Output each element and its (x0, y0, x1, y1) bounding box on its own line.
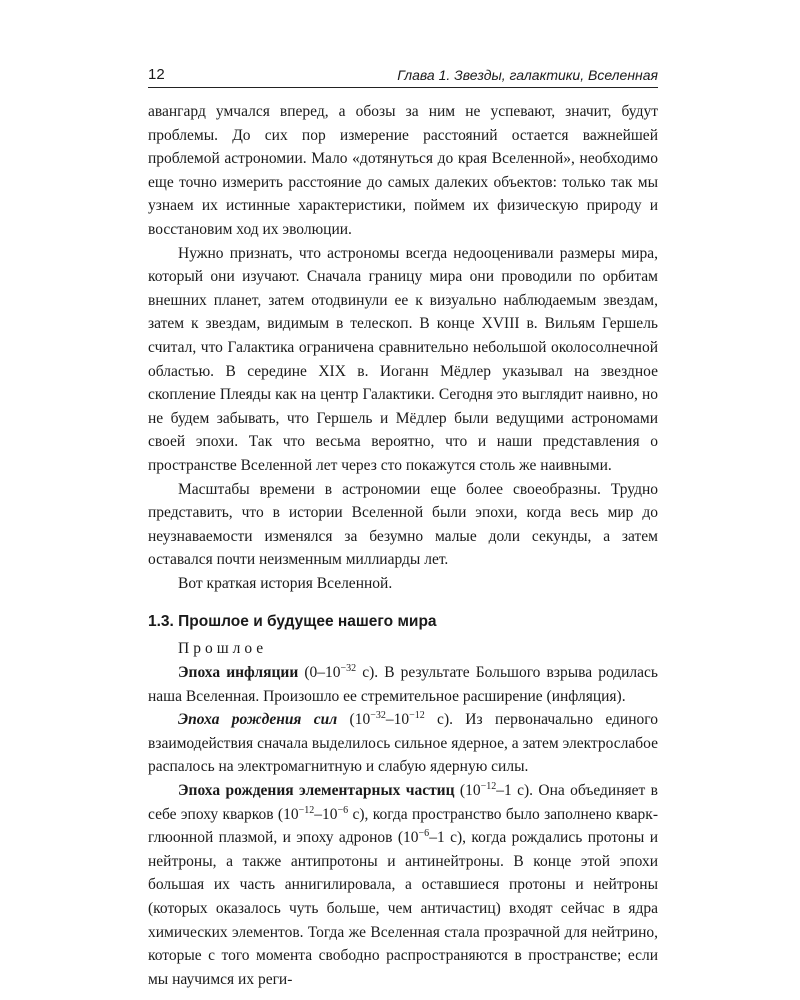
page-body (148, 100, 658, 991)
paragraph-scale-of-world: Нужно признать, что астрономы всегда недооценивали размеры мира, который они изучают. Сначала границу мира они проводили по орбитам внешних планет, затем отодвинули ее к визуально наблюдаемым звездам, затем к звездам, видимым в телескоп. В конце XVIII в. Вильям Гершель считал, что Галактика ограничена сравнительно небольшой околосолнечной областью. В середине XIX в. Иоганн Мёдлер указывал на звездное скопление Плеяды как на центр Галактики. Сегодня это выглядит наивно, но не будем забывать, что Гершель и Мёдлер были ведущими астрономами своей эпохи. Так что весьма вероятно, что и наши представления о пространстве Вселенной лет через сто покажутся столь же наивными. (148, 244, 658, 474)
exponent: −6 (418, 828, 430, 840)
exponent: −12 (298, 804, 315, 816)
subsection-heading: Прошлое (178, 640, 268, 658)
page-number: 12 (148, 66, 165, 83)
epoch-range: –1 с). (496, 782, 534, 800)
epoch-range: –10 (385, 711, 410, 729)
epoch-text: с), когда пространство было заполнено кварк-глюонной плазмой, и эпоху адронов (10 (148, 805, 659, 847)
exponent: −12 (480, 780, 497, 792)
exponent: −6 (337, 804, 349, 816)
epoch-inflation (148, 661, 658, 708)
epoch-text: Она объединяет в себе эпоху кварков (10 (148, 782, 658, 823)
exponent: −32 (370, 710, 386, 722)
running-header (148, 66, 658, 86)
epoch-text: –1 с), когда рождались протоны и нейтроны, а также антипротоны и антинейтроны. В конце этой эпохи большая их часть аннигилировала, а оставшиеся протоны и нейтроны (которых оказалось чуть больше, чем античастиц) входят сейчас в ядра химических элементов. Тогда же Вселенная стала прозрачной для нейтрино, которые с того момента свободно распространяются в пространстве; если мы научимся их реги- (148, 829, 658, 988)
exponent: −32 (340, 662, 357, 674)
epoch-range: с). (424, 711, 453, 729)
epoch-term: Эпоха инфляции (178, 664, 299, 682)
epoch-forces (148, 708, 658, 779)
exponent: −12 (409, 710, 425, 722)
epoch-text: –10 (314, 805, 338, 823)
epoch-text: В результате Большого взрыва родилась наша Вселенная. Произошло ее стремительное расширение (инфляция). (148, 664, 658, 705)
running-title: Глава 1. Звезды, галактики, Вселенная (397, 67, 658, 83)
paragraph-brief-history: Вот краткая история Вселенной. (178, 574, 393, 592)
paragraph-continuation: авангард умчался вперед, а обозы за ним не успевают, значит, будут проблемы. До сих пор измерение расстояний остается важнейшей проблемой астрономии. Мало «дотянуться до края Вселенной», необходимо еще точно измерить расстояние до самых далеких объектов: только так мы узнаем их истинные характеристики, поймем их физическую природу и восстановим ход их эволюции. (148, 103, 658, 238)
epoch-term: Эпоха рождения элементарных частиц (178, 782, 455, 800)
paragraph-time-scales: Масштабы времени в астрономии еще более своеобразны. Трудно представить, что в истории Вселенной были эпохи, когда весь мир до неузнаваемости изменялся за безумно малые доли секунды, а затем оставался почти неизменным миллиарды лет. (148, 480, 658, 569)
epoch-particles (148, 779, 658, 991)
epoch-range: (10 (454, 782, 481, 800)
epoch-term: Эпоха рождения сил (178, 711, 338, 729)
header-rule (148, 87, 658, 88)
epoch-range: с). (356, 664, 379, 682)
epoch-range: (0–10 (298, 664, 341, 682)
section-heading: 1.3. Прошлое и будущее нашего мира (148, 613, 437, 631)
epoch-text: Из первоначально единого взаимодействия сначала выделилось сильное ядерное, а затем электрослабое распалось на электромагнитную и слабую ядерную силы. (148, 711, 658, 776)
epoch-range: (10 (337, 711, 371, 729)
